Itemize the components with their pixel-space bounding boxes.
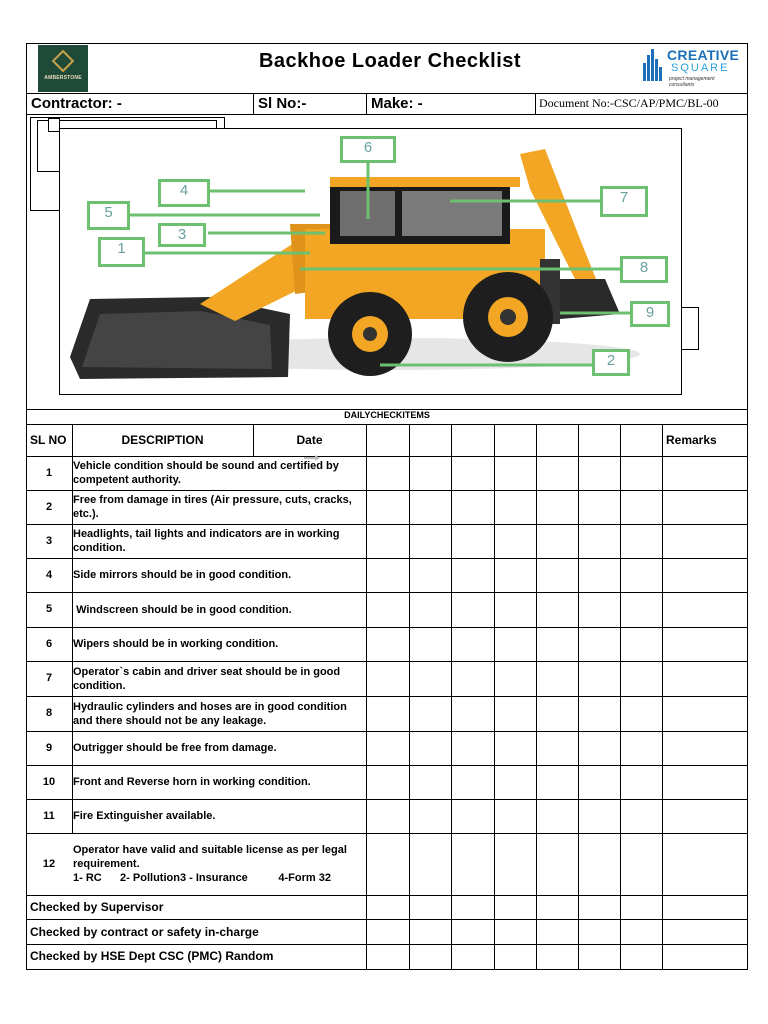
item-description-text: Vehicle condition should be sound and certified by competent authority. xyxy=(73,460,342,486)
callout-5: 5 xyxy=(87,201,130,230)
item-sl-no: 6 xyxy=(45,638,53,650)
item-description xyxy=(73,833,365,895)
item-description-text: Operator`s cabin and driver seat should be in good condition. xyxy=(73,665,344,692)
table-gridline xyxy=(26,969,748,970)
divider xyxy=(366,93,367,114)
backhoe-loader-image xyxy=(59,128,682,395)
logo-word-creative: CREATIVE xyxy=(667,47,740,63)
divider xyxy=(253,93,254,114)
contractor-field: Contractor: - xyxy=(31,95,122,112)
item-description-text: Free from damage in tires (Air pressure, cuts, cracks, etc.). xyxy=(73,494,355,520)
item-description xyxy=(73,731,365,765)
item-sl-no: 4 xyxy=(45,569,53,581)
item-description-text: Fire Extinguisher available. xyxy=(73,810,216,822)
callout-8: 8 xyxy=(620,256,668,283)
item-description xyxy=(73,456,365,490)
logo-word-square: SQUARE xyxy=(671,62,730,74)
table-gridline xyxy=(578,424,579,969)
column-header-description: DESCRIPTION xyxy=(121,433,204,447)
checked-by-hse-dept: Checked by HSE Dept CSC (PMC) Random xyxy=(30,949,274,963)
item-description-text: Wipers should be in working condition. xyxy=(73,638,279,650)
table-gridline xyxy=(494,424,495,969)
section-title: DAILYCHECKITEMS xyxy=(344,410,430,420)
table-gridline xyxy=(366,424,367,969)
item-description xyxy=(73,661,365,696)
table-gridline xyxy=(26,895,748,896)
callout-9: 9 xyxy=(630,301,670,327)
item-sl-no: 12 xyxy=(42,858,56,870)
item-description-text: Front and Reverse horn in working condition. xyxy=(73,776,311,788)
logo-tagline: project management consultants xyxy=(669,76,715,88)
item-description xyxy=(73,696,365,731)
table-gridline xyxy=(451,424,452,969)
item-description xyxy=(73,524,365,558)
item-sl-no: 11 xyxy=(43,810,55,822)
document-number: Document No:-CSC/AP/PMC/BL-00 xyxy=(539,96,719,110)
item-description-text: Windscreen should be in good condition. xyxy=(73,603,292,616)
table-gridline xyxy=(26,919,748,920)
divider xyxy=(26,114,748,115)
item-sl-no: 10 xyxy=(42,776,56,788)
item-description xyxy=(73,592,365,627)
callout-6: 6 xyxy=(340,136,396,163)
page-title: Backhoe Loader Checklist xyxy=(258,50,522,72)
divider xyxy=(535,93,536,114)
amberstone-logo-text: AMBERSTONE xyxy=(44,75,82,81)
checked-by-safety-in-charge: Checked by contract or safety in-charge xyxy=(30,925,259,939)
arrow-right-icon xyxy=(304,448,318,452)
table-gridline xyxy=(620,424,621,969)
make-field: Make: - xyxy=(371,95,423,112)
item-sl-no: 7 xyxy=(45,672,53,684)
amberstone-logo xyxy=(38,45,88,92)
item-sl-no: 2 xyxy=(45,501,53,513)
callout-7: 7 xyxy=(600,186,648,217)
item-description-text: Headlights, tail lights and indicators are in working condition. xyxy=(73,528,343,554)
divider xyxy=(26,424,748,425)
item-sl-no: 3 xyxy=(45,535,53,547)
item-description xyxy=(73,627,365,661)
item-description-text: Side mirrors should be in good condition. xyxy=(73,569,292,581)
item-description-text: Outrigger should be free from damage. xyxy=(73,742,277,754)
column-header-date: Date xyxy=(296,433,323,447)
table-gridline xyxy=(536,424,537,969)
item-description xyxy=(73,490,365,524)
table-gridline xyxy=(409,424,410,969)
serial-number-field: Sl No:- xyxy=(258,95,307,112)
column-header-remarks: Remarks xyxy=(666,433,717,447)
item-document-list: 1- RC 2- Pollution3 - Insurance 4-Form 32 xyxy=(73,872,331,884)
item-description-text: Hydraulic cylinders and hoses are in good condition and there should not be any leakage. xyxy=(73,700,350,727)
callout-1: 1 xyxy=(98,237,145,267)
checked-by-supervisor: Checked by Supervisor xyxy=(30,900,164,914)
item-sl-no: 8 xyxy=(45,707,53,719)
item-sl-no: 5 xyxy=(45,603,53,615)
callout-2: 2 xyxy=(592,349,630,376)
table-gridline xyxy=(662,424,663,969)
callout-3: 3 xyxy=(158,223,206,247)
table-gridline xyxy=(26,944,748,945)
callout-4: 4 xyxy=(158,179,210,207)
item-sl-no: 9 xyxy=(45,742,53,754)
column-header-sl-no: SL NO xyxy=(30,433,67,447)
amberstone-logo-mark-icon xyxy=(52,50,75,73)
item-description xyxy=(73,765,365,799)
item-sl-no: 1 xyxy=(45,467,53,479)
creative-square-logo xyxy=(641,45,741,88)
item-description xyxy=(73,558,365,592)
item-description-text: Operator have valid and suitable license as per legal requirement. xyxy=(73,844,350,870)
buildings-icon xyxy=(643,47,663,81)
item-description xyxy=(73,799,365,833)
divider xyxy=(26,93,748,94)
backhoe-loader-illustration xyxy=(60,129,681,394)
image-placeholder xyxy=(680,307,699,350)
